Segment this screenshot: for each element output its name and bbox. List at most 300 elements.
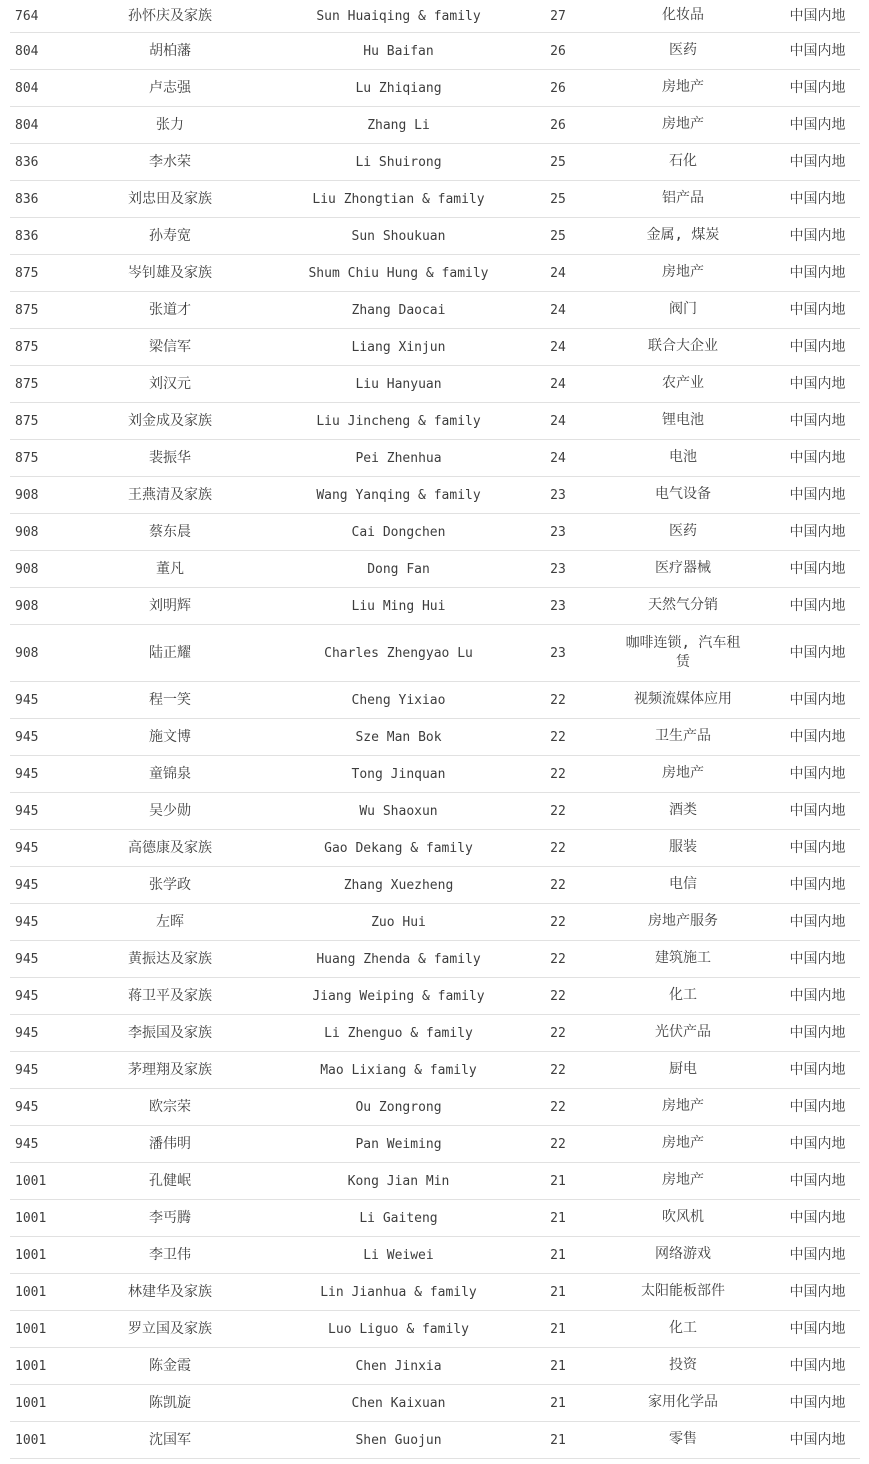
table-row	[10, 514, 860, 551]
chinese-name-cell: 张道才	[68, 292, 272, 329]
rank-cell: 804	[10, 70, 68, 107]
english-name-cell: Zhang Li	[272, 107, 525, 144]
region-cell: 中国内地	[775, 978, 860, 1015]
industry-text: 吹风机	[662, 1209, 704, 1226]
english-name-cell: Ou Zongrong	[272, 1089, 525, 1126]
industry-text: 服装	[669, 839, 697, 856]
table-row	[10, 625, 860, 682]
chinese-name-cell: 潘伟明	[68, 1126, 272, 1163]
industry-cell	[591, 551, 775, 588]
region-cell: 中国内地	[775, 1237, 860, 1274]
industry-cell	[591, 1126, 775, 1163]
english-name-cell: Hu Baifan	[272, 33, 525, 70]
rank-cell: 804	[10, 107, 68, 144]
english-name-cell: Li Gaiteng	[272, 1200, 525, 1237]
net-worth-cell: 21	[525, 1163, 591, 1200]
region-cell: 中国内地	[775, 682, 860, 719]
region-cell: 中国内地	[775, 719, 860, 756]
net-worth-cell: 22	[525, 867, 591, 904]
industry-text: 金属, 煤炭	[646, 227, 720, 244]
industry-cell	[591, 830, 775, 867]
chinese-name-cell: 左晖	[68, 904, 272, 941]
region-cell: 中国内地	[775, 107, 860, 144]
chinese-name-cell: 林建华及家族	[68, 1274, 272, 1311]
region-cell: 中国内地	[775, 1089, 860, 1126]
table-row	[10, 403, 860, 440]
region-cell: 中国内地	[775, 941, 860, 978]
industry-cell	[591, 1422, 775, 1459]
industry-text: 电信	[669, 876, 697, 893]
table-row	[10, 1052, 860, 1089]
rank-cell: 945	[10, 1126, 68, 1163]
net-worth-cell: 24	[525, 329, 591, 366]
industry-text: 化工	[669, 987, 697, 1004]
rank-cell: 875	[10, 292, 68, 329]
chinese-name-cell: 陈金霞	[68, 1348, 272, 1385]
rank-cell: 945	[10, 719, 68, 756]
english-name-cell: Li Zhenguo & family	[272, 1015, 525, 1052]
english-name-cell: Pei Zhenhua	[272, 440, 525, 477]
industry-cell	[591, 403, 775, 440]
chinese-name-cell: 孙怀庆及家族	[68, 0, 272, 33]
english-name-cell: Shum Chiu Hung & family	[272, 255, 525, 292]
industry-cell	[591, 1348, 775, 1385]
english-name-cell: Dong Fan	[272, 551, 525, 588]
rank-cell: 836	[10, 218, 68, 255]
industry-cell	[591, 107, 775, 144]
net-worth-cell: 23	[525, 551, 591, 588]
chinese-name-cell: 李卫伟	[68, 1237, 272, 1274]
table-row	[10, 719, 860, 756]
table-row	[10, 477, 860, 514]
table-row	[10, 1126, 860, 1163]
rank-cell: 1001	[10, 1274, 68, 1311]
net-worth-cell: 22	[525, 793, 591, 830]
english-name-cell: Li Shuirong	[272, 144, 525, 181]
english-name-cell: Liu Jincheng & family	[272, 403, 525, 440]
industry-text: 阀门	[669, 301, 697, 318]
net-worth-cell: 22	[525, 719, 591, 756]
table-row	[10, 830, 860, 867]
region-cell: 中国内地	[775, 292, 860, 329]
region-cell: 中国内地	[775, 1126, 860, 1163]
rank-cell: 945	[10, 1015, 68, 1052]
table-row	[10, 978, 860, 1015]
rank-cell: 1001	[10, 1385, 68, 1422]
chinese-name-cell: 高德康及家族	[68, 830, 272, 867]
table-row	[10, 793, 860, 830]
industry-cell	[591, 1163, 775, 1200]
english-name-cell: Shen Guojun	[272, 1422, 525, 1459]
net-worth-cell: 22	[525, 978, 591, 1015]
table-row	[10, 70, 860, 107]
chinese-name-cell: 罗立国及家族	[68, 1311, 272, 1348]
net-worth-cell: 24	[525, 403, 591, 440]
chinese-name-cell: 陈凯旋	[68, 1385, 272, 1422]
region-cell: 中国内地	[775, 218, 860, 255]
table-row	[10, 1274, 860, 1311]
industry-cell	[591, 255, 775, 292]
rank-cell: 1001	[10, 1163, 68, 1200]
chinese-name-cell: 刘汉元	[68, 366, 272, 403]
industry-text: 铝产品	[662, 190, 704, 207]
rank-cell: 908	[10, 551, 68, 588]
industry-cell	[591, 588, 775, 625]
chinese-name-cell: 孔健岷	[68, 1163, 272, 1200]
chinese-name-cell: 岑钊雄及家族	[68, 255, 272, 292]
net-worth-cell: 27	[525, 0, 591, 33]
net-worth-cell: 22	[525, 904, 591, 941]
chinese-name-cell: 童锦泉	[68, 756, 272, 793]
industry-text: 咖啡连锁, 汽车租赁	[625, 635, 741, 670]
chinese-name-cell: 施文博	[68, 719, 272, 756]
net-worth-cell: 26	[525, 33, 591, 70]
net-worth-cell: 22	[525, 830, 591, 867]
table-row	[10, 107, 860, 144]
region-cell: 中国内地	[775, 33, 860, 70]
rank-cell: 908	[10, 588, 68, 625]
table-row	[10, 1200, 860, 1237]
industry-text: 房地产	[662, 1135, 704, 1152]
industry-cell	[591, 70, 775, 107]
english-name-cell: Liu Ming Hui	[272, 588, 525, 625]
net-worth-cell: 21	[525, 1385, 591, 1422]
table-row	[10, 588, 860, 625]
english-name-cell: Luo Liguo & family	[272, 1311, 525, 1348]
industry-text: 房地产	[662, 765, 704, 782]
industry-cell	[591, 1274, 775, 1311]
net-worth-cell: 24	[525, 255, 591, 292]
chinese-name-cell: 蔡东晨	[68, 514, 272, 551]
table-row	[10, 1348, 860, 1385]
rank-cell: 908	[10, 625, 68, 682]
chinese-name-cell: 梁信军	[68, 329, 272, 366]
industry-cell	[591, 218, 775, 255]
english-name-cell: Jiang Weiping & family	[272, 978, 525, 1015]
net-worth-cell: 21	[525, 1200, 591, 1237]
industry-text: 零售	[669, 1431, 697, 1448]
table-row	[10, 1385, 860, 1422]
english-name-cell: Wu Shaoxun	[272, 793, 525, 830]
rich-list-table	[10, 0, 860, 1459]
chinese-name-cell: 欧宗荣	[68, 1089, 272, 1126]
region-cell: 中国内地	[775, 793, 860, 830]
chinese-name-cell: 程一笑	[68, 682, 272, 719]
industry-text: 房地产	[662, 1098, 704, 1115]
region-cell: 中国内地	[775, 366, 860, 403]
net-worth-cell: 25	[525, 218, 591, 255]
chinese-name-cell: 张学政	[68, 867, 272, 904]
industry-cell	[591, 1237, 775, 1274]
english-name-cell: Sun Huaiqing & family	[272, 0, 525, 33]
industry-cell	[591, 1200, 775, 1237]
region-cell: 中国内地	[775, 1311, 860, 1348]
chinese-name-cell: 蒋卫平及家族	[68, 978, 272, 1015]
industry-cell	[591, 719, 775, 756]
industry-text: 厨电	[669, 1061, 697, 1078]
rank-cell: 908	[10, 514, 68, 551]
english-name-cell: Sze Man Bok	[272, 719, 525, 756]
region-cell: 中国内地	[775, 0, 860, 33]
net-worth-cell: 25	[525, 181, 591, 218]
english-name-cell: Cai Dongchen	[272, 514, 525, 551]
english-name-cell: Kong Jian Min	[272, 1163, 525, 1200]
rank-cell: 875	[10, 440, 68, 477]
table-row	[10, 1237, 860, 1274]
rank-cell: 1001	[10, 1348, 68, 1385]
industry-cell	[591, 1311, 775, 1348]
english-name-cell: Zhang Daocai	[272, 292, 525, 329]
english-name-cell: Charles Zhengyao Lu	[272, 625, 525, 682]
industry-cell	[591, 440, 775, 477]
english-name-cell: Tong Jinquan	[272, 756, 525, 793]
table-row	[10, 1422, 860, 1459]
industry-text: 房地产	[662, 264, 704, 281]
table-row	[10, 682, 860, 719]
chinese-name-cell: 刘忠田及家族	[68, 181, 272, 218]
table-row	[10, 904, 860, 941]
industry-text: 光伏产品	[655, 1024, 711, 1041]
region-cell: 中国内地	[775, 1422, 860, 1459]
industry-cell	[591, 978, 775, 1015]
net-worth-cell: 23	[525, 477, 591, 514]
region-cell: 中国内地	[775, 403, 860, 440]
region-cell: 中国内地	[775, 1163, 860, 1200]
table-row	[10, 0, 860, 33]
english-name-cell: Huang Zhenda & family	[272, 941, 525, 978]
industry-text: 卫生产品	[655, 728, 711, 745]
region-cell: 中国内地	[775, 588, 860, 625]
region-cell: 中国内地	[775, 1385, 860, 1422]
rank-cell: 836	[10, 144, 68, 181]
net-worth-cell: 22	[525, 941, 591, 978]
table-row	[10, 941, 860, 978]
industry-text: 电气设备	[655, 486, 711, 503]
industry-cell	[591, 181, 775, 218]
rank-cell: 1001	[10, 1311, 68, 1348]
table-row	[10, 329, 860, 366]
rank-cell: 836	[10, 181, 68, 218]
industry-text: 医疗器械	[655, 560, 711, 577]
industry-cell	[591, 1015, 775, 1052]
net-worth-cell: 21	[525, 1274, 591, 1311]
industry-text: 石化	[669, 153, 697, 170]
region-cell: 中国内地	[775, 514, 860, 551]
chinese-name-cell: 胡柏藩	[68, 33, 272, 70]
industry-text: 网络游戏	[655, 1246, 711, 1263]
industry-cell	[591, 366, 775, 403]
industry-cell	[591, 793, 775, 830]
chinese-name-cell: 李水荣	[68, 144, 272, 181]
english-name-cell: Li Weiwei	[272, 1237, 525, 1274]
chinese-name-cell: 李丐腾	[68, 1200, 272, 1237]
net-worth-cell: 26	[525, 107, 591, 144]
english-name-cell: Liang Xinjun	[272, 329, 525, 366]
net-worth-cell: 24	[525, 366, 591, 403]
industry-cell	[591, 477, 775, 514]
industry-text: 家用化学品	[648, 1394, 718, 1411]
table-row	[10, 1163, 860, 1200]
english-name-cell: Mao Lixiang & family	[272, 1052, 525, 1089]
net-worth-cell: 21	[525, 1311, 591, 1348]
net-worth-cell: 23	[525, 625, 591, 682]
english-name-cell: Gao Dekang & family	[272, 830, 525, 867]
english-name-cell: Lin Jianhua & family	[272, 1274, 525, 1311]
net-worth-cell: 24	[525, 440, 591, 477]
industry-text: 太阳能板部件	[641, 1283, 725, 1300]
net-worth-cell: 22	[525, 1089, 591, 1126]
table-row	[10, 366, 860, 403]
table-row	[10, 33, 860, 70]
english-name-cell: Zuo Hui	[272, 904, 525, 941]
industry-cell	[591, 941, 775, 978]
table-row	[10, 1311, 860, 1348]
industry-cell	[591, 682, 775, 719]
industry-text: 电池	[669, 449, 697, 466]
table-row	[10, 292, 860, 329]
chinese-name-cell: 黄振达及家族	[68, 941, 272, 978]
region-cell: 中国内地	[775, 830, 860, 867]
chinese-name-cell: 王燕清及家族	[68, 477, 272, 514]
industry-cell	[591, 904, 775, 941]
rank-cell: 945	[10, 682, 68, 719]
table-row	[10, 756, 860, 793]
industry-text: 投资	[669, 1357, 697, 1374]
net-worth-cell: 22	[525, 1015, 591, 1052]
region-cell: 中国内地	[775, 144, 860, 181]
industry-text: 锂电池	[662, 412, 704, 429]
rank-cell: 945	[10, 830, 68, 867]
rank-cell: 875	[10, 329, 68, 366]
rank-cell: 945	[10, 793, 68, 830]
industry-text: 视频流媒体应用	[634, 691, 732, 708]
rank-cell: 908	[10, 477, 68, 514]
industry-text: 房地产	[662, 116, 704, 133]
rank-cell: 1001	[10, 1422, 68, 1459]
chinese-name-cell: 刘明辉	[68, 588, 272, 625]
english-name-cell: Zhang Xuezheng	[272, 867, 525, 904]
net-worth-cell: 22	[525, 1126, 591, 1163]
industry-text: 酒类	[669, 802, 697, 819]
region-cell: 中国内地	[775, 477, 860, 514]
industry-cell	[591, 625, 775, 682]
region-cell: 中国内地	[775, 181, 860, 218]
region-cell: 中国内地	[775, 1348, 860, 1385]
rank-cell: 764	[10, 0, 68, 33]
chinese-name-cell: 董凡	[68, 551, 272, 588]
region-cell: 中国内地	[775, 255, 860, 292]
net-worth-cell: 22	[525, 1052, 591, 1089]
table-row	[10, 144, 860, 181]
chinese-name-cell: 李振国及家族	[68, 1015, 272, 1052]
net-worth-cell: 22	[525, 756, 591, 793]
table-row	[10, 440, 860, 477]
industry-cell	[591, 1385, 775, 1422]
industry-cell	[591, 292, 775, 329]
region-cell: 中国内地	[775, 1052, 860, 1089]
chinese-name-cell: 裴振华	[68, 440, 272, 477]
english-name-cell: Lu Zhiqiang	[272, 70, 525, 107]
chinese-name-cell: 卢志强	[68, 70, 272, 107]
net-worth-cell: 21	[525, 1422, 591, 1459]
industry-cell	[591, 1089, 775, 1126]
industry-cell	[591, 329, 775, 366]
net-worth-cell: 24	[525, 292, 591, 329]
rank-cell: 875	[10, 366, 68, 403]
region-cell: 中国内地	[775, 440, 860, 477]
region-cell: 中国内地	[775, 70, 860, 107]
net-worth-cell: 22	[525, 682, 591, 719]
region-cell: 中国内地	[775, 867, 860, 904]
industry-text: 化妆品	[662, 7, 704, 24]
chinese-name-cell: 陆正耀	[68, 625, 272, 682]
industry-cell	[591, 0, 775, 33]
english-name-cell: Pan Weiming	[272, 1126, 525, 1163]
industry-text: 房地产	[662, 79, 704, 96]
rank-cell: 875	[10, 255, 68, 292]
rank-cell: 875	[10, 403, 68, 440]
region-cell: 中国内地	[775, 1274, 860, 1311]
rich-list-body	[10, 0, 860, 1459]
table-row	[10, 867, 860, 904]
rank-cell: 945	[10, 904, 68, 941]
industry-cell	[591, 514, 775, 551]
industry-cell	[591, 756, 775, 793]
rank-cell: 945	[10, 1089, 68, 1126]
region-cell: 中国内地	[775, 551, 860, 588]
rank-cell: 945	[10, 941, 68, 978]
industry-text: 房地产	[662, 1172, 704, 1189]
chinese-name-cell: 茅理翔及家族	[68, 1052, 272, 1089]
table-row	[10, 1015, 860, 1052]
net-worth-cell: 21	[525, 1348, 591, 1385]
table-row	[10, 551, 860, 588]
net-worth-cell: 25	[525, 144, 591, 181]
net-worth-cell: 23	[525, 514, 591, 551]
industry-text: 化工	[669, 1320, 697, 1337]
english-name-cell: Wang Yanqing & family	[272, 477, 525, 514]
chinese-name-cell: 吴少勋	[68, 793, 272, 830]
chinese-name-cell: 沈国军	[68, 1422, 272, 1459]
chinese-name-cell: 孙寿宽	[68, 218, 272, 255]
rank-cell: 945	[10, 978, 68, 1015]
industry-text: 农产业	[662, 375, 704, 392]
table-row	[10, 1089, 860, 1126]
region-cell: 中国内地	[775, 329, 860, 366]
english-name-cell: Liu Hanyuan	[272, 366, 525, 403]
english-name-cell: Chen Kaixuan	[272, 1385, 525, 1422]
region-cell: 中国内地	[775, 904, 860, 941]
region-cell: 中国内地	[775, 756, 860, 793]
rank-cell: 945	[10, 1052, 68, 1089]
table-row	[10, 218, 860, 255]
english-name-cell: Chen Jinxia	[272, 1348, 525, 1385]
rank-cell: 804	[10, 33, 68, 70]
industry-text: 联合大企业	[648, 338, 718, 355]
english-name-cell: Cheng Yixiao	[272, 682, 525, 719]
net-worth-cell: 21	[525, 1237, 591, 1274]
rank-cell: 1001	[10, 1237, 68, 1274]
rank-cell: 945	[10, 756, 68, 793]
chinese-name-cell: 张力	[68, 107, 272, 144]
net-worth-cell: 26	[525, 70, 591, 107]
region-cell: 中国内地	[775, 1200, 860, 1237]
region-cell: 中国内地	[775, 625, 860, 682]
table-row	[10, 181, 860, 218]
industry-text: 医药	[669, 523, 697, 540]
chinese-name-cell: 刘金成及家族	[68, 403, 272, 440]
industry-text: 医药	[669, 42, 697, 59]
